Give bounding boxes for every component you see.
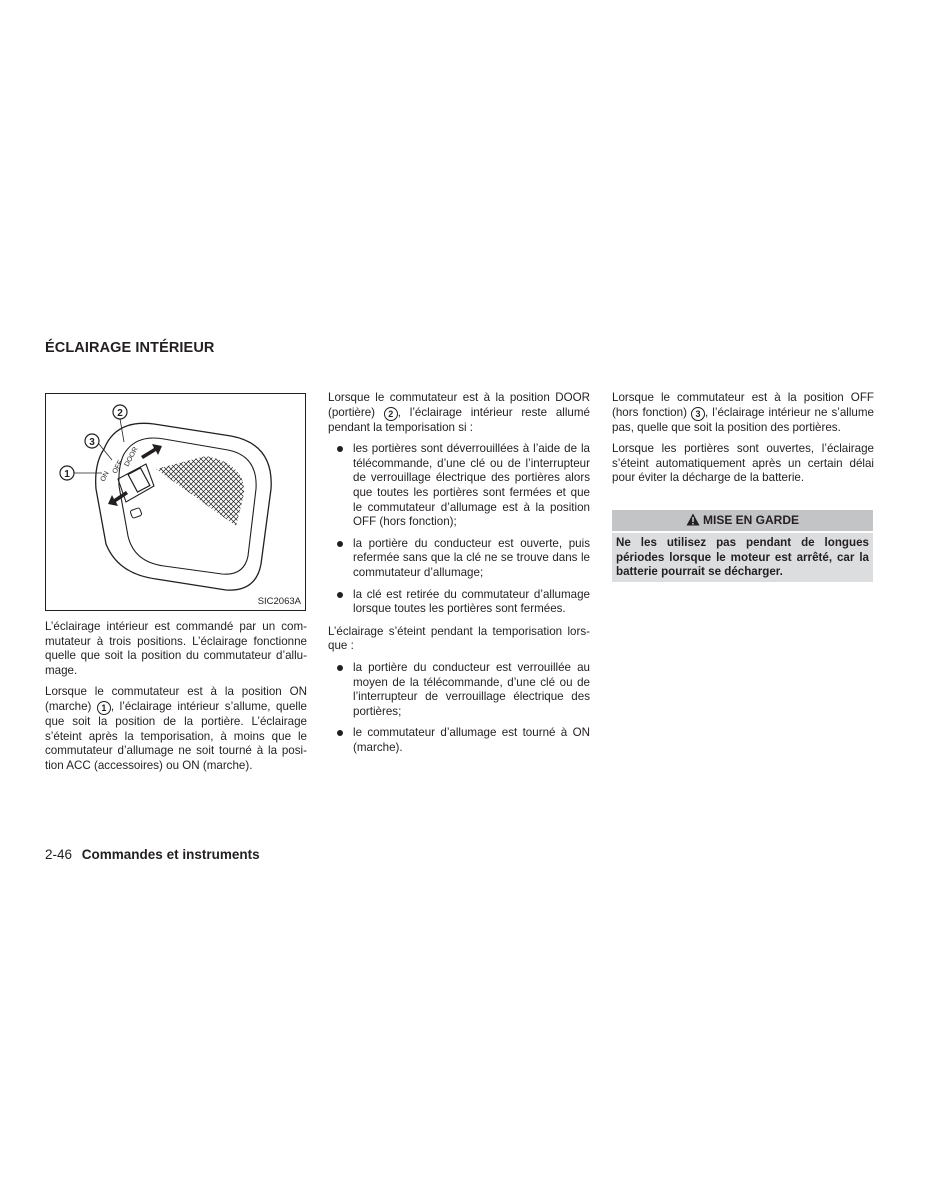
interior-light-illustration	[46, 394, 305, 610]
page-number: 2-46	[45, 847, 73, 862]
switch-label-off: OFF	[111, 459, 125, 475]
paragraph: L’éclairage s’éteint pendant la temporisation lorsque :	[328, 624, 590, 653]
column-3	[612, 391, 874, 493]
callout-1: 1	[64, 469, 70, 480]
paragraph: Lorsque les portières sont ouvertes, l’éclairage s’éteint automatiquement après un certain délai pour éviter la décharge de la batterie.	[612, 442, 874, 485]
bullet-icon	[337, 730, 343, 736]
callout-ref-3: 3	[691, 407, 705, 421]
list-item: le commutateur d’allumage est tourné à ON (marche).	[328, 726, 590, 755]
list-item: la portière du conducteur est verrouillée au moyen de la télécommande, d’une clé ou de l’interrupteur de verrouillage électrique des portières;	[328, 661, 590, 719]
bullet-icon	[337, 541, 343, 547]
switch-label-on: ON	[99, 470, 111, 483]
list-item: la clé est retirée du commutateur d’allumage lorsque toutes les portières sont fermées.	[328, 588, 590, 617]
chapter-title: Commandes et instruments	[81, 847, 260, 862]
bullet-list	[328, 442, 590, 617]
column-1	[45, 620, 307, 780]
bullet-icon	[337, 592, 343, 598]
warning-icon	[686, 512, 700, 533]
figure-code: SIC2063A	[257, 596, 301, 607]
bullet-list	[328, 661, 590, 756]
paragraph: Lorsque le commutateur est à la position DOOR (portière) 2 , l’éclairage intérieur reste allumé pendant la temporisation si :	[328, 391, 590, 434]
paragraph: Lorsque le commutateur est à la position ON (marche) 1 , l’éclairage intérieur s’allume, quelle que soit la position de la portière. L’éclairage s’éteint après la temporisation, à moins que le commutateur d’allumage ne soit tourné à la position ACC (accessoires) ou ON (marche).	[45, 685, 307, 772]
callout-3: 3	[89, 437, 95, 448]
list-item: les portières sont déverrouillées à l’aide de la télécommande, d’une clé ou de l’interrupteur de verrouillage électrique des portières alors que toutes les portières sont fermées et que le commutateur d’allumage est à la position OFF (hors fonction);	[328, 442, 590, 530]
section-heading: ÉCLAIRAGE INTÉRIEUR	[45, 340, 215, 356]
warning-header	[612, 510, 873, 531]
warning-title: MISE EN GARDE	[702, 513, 799, 527]
switch-label-door: DOOR	[123, 446, 140, 468]
bullet-icon	[337, 446, 343, 452]
page-footer	[45, 847, 260, 862]
callout-ref-2: 2	[384, 407, 398, 421]
interior-light-figure	[45, 393, 306, 611]
paragraph: Lorsque le commutateur est à la position OFF (hors fonction) 3 , l’éclairage intérieur ne s’allume pas, quelle que soit la position des portières.	[612, 391, 874, 434]
list-item: la portière du conducteur est ouverte, puis refermée sans que la clé ne se trouve dans le commutateur d’allumage;	[328, 537, 590, 581]
paragraph: L’éclairage intérieur est commandé par un commutateur à trois positions. L’éclairage fonctionne quelle que soit la position du commutateur d’allumage.	[45, 620, 307, 677]
bullet-icon	[337, 665, 343, 671]
callout-ref-1: 1	[97, 701, 111, 715]
callout-2: 2	[117, 408, 123, 419]
column-2	[328, 391, 590, 763]
warning-body: Ne les utilisez pas pendant de longues périodes lorsque le moteur est arrêté, car la batterie pourrait se décharger.	[612, 533, 873, 582]
